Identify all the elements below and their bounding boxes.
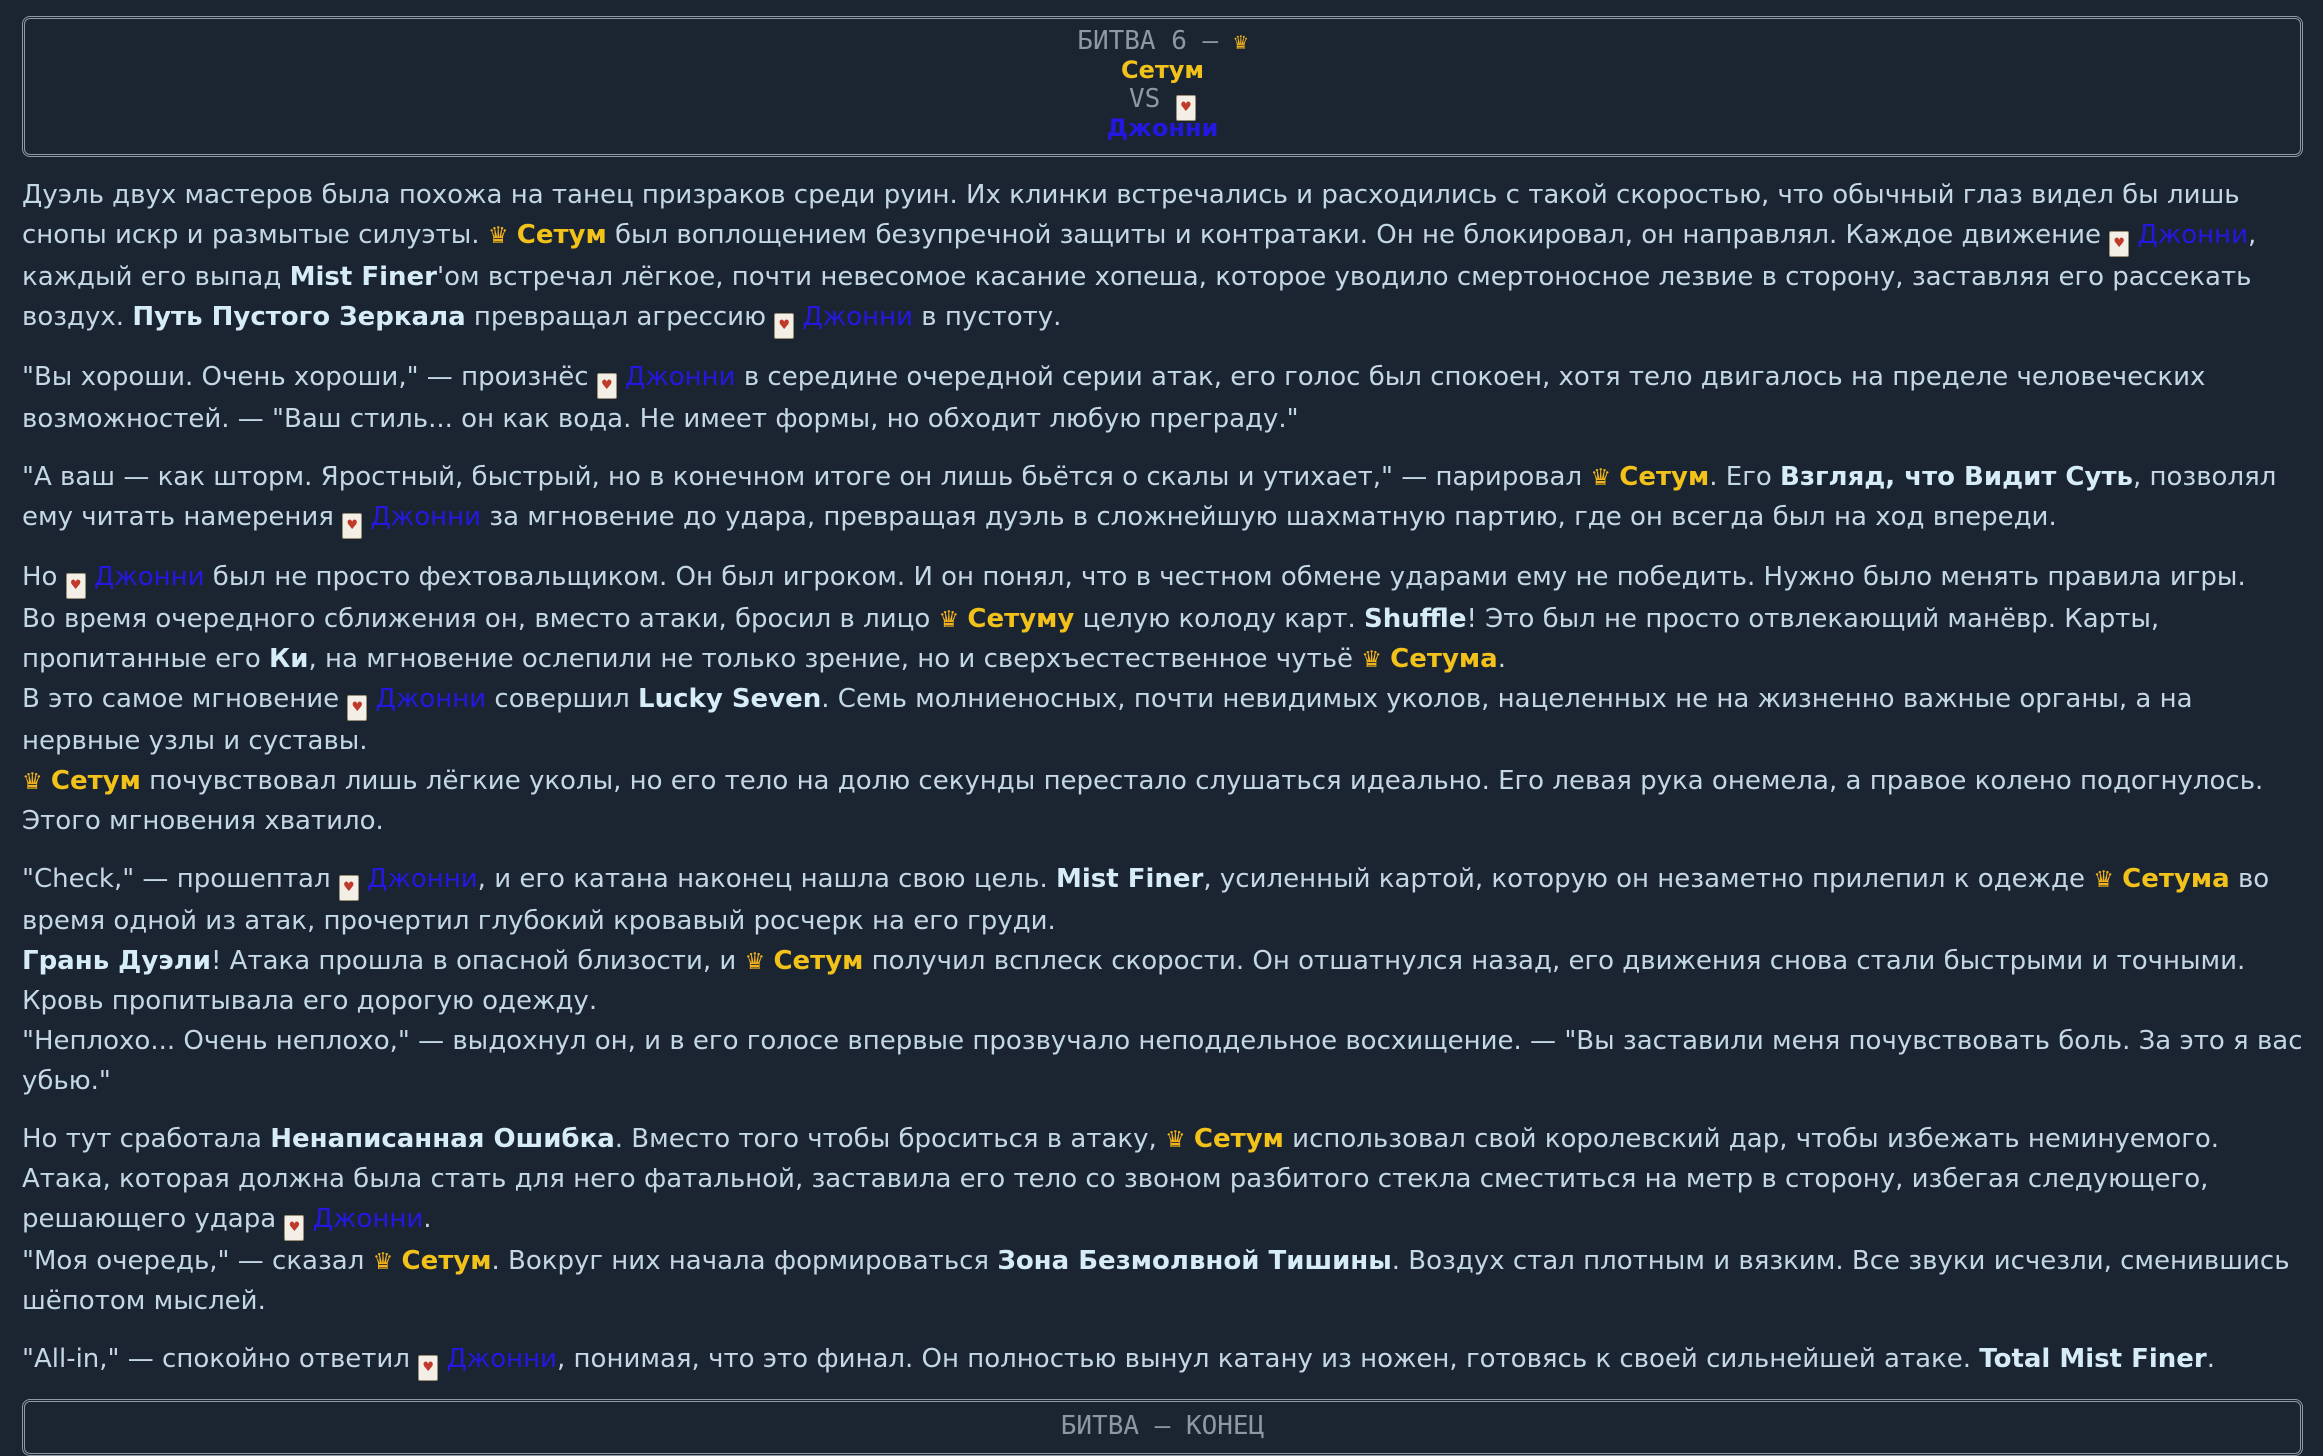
story-text: Но тут сработала <box>22 1124 271 1154</box>
story-text: , позволял ему читать намерения <box>22 462 2277 532</box>
battle-end-label: БИТВА – КОНЕЦ <box>1060 1411 1265 1441</box>
story-text: использовал свой королевский дар, чтобы избежать неминуемого. Атака, которая должна была стать для него фатальной, заставила его тело со звоном разбитого стекла сместиться на метр в сторону, избегая следующего, решающего удара <box>22 1124 2220 1234</box>
playing-card-icon: ♥ <box>774 313 794 339</box>
story-text: был воплощением безупречной защиты и контратаки. Он не блокировал, он направлял. Каждое движение <box>606 220 2110 250</box>
story-text: , и его катана наконец нашла свою цель. <box>477 864 1056 894</box>
story-text: в середине очередной серии атак, его голос был спокоен, хотя тело двигалось на пределе человеческих возможностей. — "Ваш стиль... он как вода. Не имеет формы, но обходит любую преграду." <box>22 362 2206 434</box>
playing-card-icon: ♥ <box>347 695 367 721</box>
story-text: "Моя очередь," — сказал <box>22 1246 373 1276</box>
story-text: превращал агрессию <box>465 302 775 332</box>
story-paragraph <box>22 457 2303 539</box>
playing-card-icon: ♥ <box>418 1355 438 1381</box>
character-name-setum: Сетум <box>50 766 141 796</box>
story-paragraph <box>22 557 2303 599</box>
character-name-johnny: Джонни <box>370 502 481 532</box>
story-text: был не просто фехтовальщиком. Он был игроком. И он понял, что в честном обмене ударами ему не победить. Нужно было менять правила игры. <box>204 562 2246 592</box>
story-text: 'ом встречал лёгкое, почти невесомое касание хопеша, которое уводило смертоносное лезвие в сторону, заставляя его рассекать воздух. <box>22 262 2252 332</box>
story-text: получил всплеск скорости. Он отшатнулся назад, его движения снова стали быстрыми и точными. Кровь пропитывала его дорогую одежду. <box>22 946 2246 1016</box>
playing-card-icon: ♥ <box>2109 231 2129 257</box>
character-name-setum: Сетум <box>401 1246 492 1276</box>
playing-card-icon: ♥ <box>342 513 362 539</box>
story-text: Во время очередного сближения он, вместо атаки, бросил в лицо <box>22 604 939 634</box>
character-name-johnny: Джонни <box>367 864 478 894</box>
story-text: ! Атака прошла в опасной близости, и <box>210 946 745 976</box>
playing-card-icon: ♥ <box>1176 95 1196 121</box>
crown-icon: ♛ <box>22 769 43 795</box>
crown-icon: ♛ <box>1361 647 1382 673</box>
story-paragraph <box>22 1119 2303 1241</box>
crown-icon: ♛ <box>1590 465 1611 491</box>
story-text: в пустоту. <box>913 302 1062 332</box>
highlighted-term: Ненаписанная Ошибка <box>270 1124 615 1154</box>
highlighted-term: Total Mist Finer <box>1979 1344 2207 1374</box>
story-paragraph <box>22 357 2303 439</box>
story-paragraph <box>22 859 2303 941</box>
crown-icon: ♛ <box>1233 29 1248 55</box>
story-text: В это самое мгновение <box>22 684 348 714</box>
highlighted-term: Lucky Seven <box>638 684 822 714</box>
story-paragraph <box>22 599 2303 679</box>
story-text: "All-in," — спокойно ответил <box>22 1344 419 1374</box>
story-text: . Воздух стал плотным и вязким. Все звуки исчезли, сменившись шёпотом мыслей. <box>22 1246 2290 1316</box>
highlighted-term: Зона Безмолвной Тишины <box>997 1246 1392 1276</box>
battle-story <box>22 175 2303 1381</box>
story-text: почувствовал лишь лёгкие уколы, но его тело на долю секунды перестало слушаться идеально. Его левая рука онемела, а правое колено подогнулось. Этого мгновения хватило. <box>22 766 2264 836</box>
fighter-2-name: Джонни <box>1106 114 1219 142</box>
story-paragraph <box>22 679 2303 761</box>
battle-log <box>22 16 2303 1456</box>
playing-card-icon: ♥ <box>66 573 86 599</box>
playing-card-icon: ♥ <box>339 875 359 901</box>
story-text: , каждый его выпад <box>22 220 2257 292</box>
story-text: "Check," — прошептал <box>22 864 339 894</box>
crown-icon: ♛ <box>938 607 960 633</box>
story-paragraph <box>22 761 2303 841</box>
character-name-johnny: Джонни <box>2137 220 2249 250</box>
character-name-setum: Сетум <box>516 220 607 250</box>
crown-icon: ♛ <box>372 1249 394 1275</box>
character-name-setum: Сетума <box>1390 644 1498 674</box>
story-text: . <box>2206 1344 2216 1374</box>
story-text: ! Это был не просто отвлекающий манёвр. Карты, пропитанные его <box>22 604 2160 674</box>
character-name-johnny: Джонни <box>625 362 736 392</box>
battle-header <box>22 16 2303 157</box>
story-text: . Вместо того чтобы броситься в атаку, <box>614 1124 1166 1154</box>
story-text: . Его <box>1709 462 1781 492</box>
character-name-setum: Сетум <box>773 946 864 976</box>
highlighted-term: Ки <box>269 644 309 674</box>
character-name-johnny: Джонни <box>802 302 914 332</box>
character-name-johnny: Джонни <box>446 1344 558 1374</box>
story-paragraph <box>22 1339 2303 1381</box>
story-text: , понимая, что это финал. Он полностью вынул катану из ножен, готовясь к своей сильнейшей атаке. <box>557 1344 1980 1374</box>
story-text: Дуэль двух мастеров была похожа на танец призраков среди руин. Их клинки встречались и расходились с такой скоростью, что обычный глаз видел бы лишь снопы искр и размытые силуэты. <box>22 180 2240 250</box>
story-text: совершил <box>486 684 639 714</box>
playing-card-icon: ♥ <box>284 1215 304 1241</box>
character-name-setum: Сетуму <box>967 604 1075 634</box>
crown-icon: ♛ <box>2093 867 2114 893</box>
story-text: , на мгновение ослепили не только зрение, но и сверхъестественное чутьё <box>308 644 1362 674</box>
crown-icon: ♛ <box>1165 1127 1186 1153</box>
character-name-johnny: Джонни <box>312 1204 424 1234</box>
character-name-setum: Сетум <box>1619 462 1710 492</box>
vs-label: VS <box>1129 84 1161 114</box>
highlighted-term: Путь Пустого Зеркала <box>132 302 466 332</box>
crown-icon: ♛ <box>487 223 509 249</box>
character-name-johnny: Джонни <box>94 562 205 592</box>
character-name-setum: Сетум <box>1193 1124 1284 1154</box>
character-name-setum: Сетума <box>2122 864 2230 894</box>
highlighted-term: Mist Finer <box>1055 864 1204 894</box>
story-text: "А ваш — как шторм. Яростный, быстрый, но в конечном итоге он лишь бьётся о скалы и утихает," — парировал <box>22 462 1591 492</box>
story-text: . <box>423 1204 432 1234</box>
story-text: , усиленный картой, которую он незаметно прилепил к одежде <box>1203 864 2094 894</box>
character-name-johnny: Джонни <box>375 684 487 714</box>
story-text: "Неплохо... Очень неплохо," — выдохнул он, и в его голосе впервые прозвучало неподдельное восхищение. — "Вы заставили меня почувствовать боль. За это я вас убью." <box>22 1026 2303 1096</box>
story-text: . <box>1497 644 1506 674</box>
story-text: целую колоду карт. <box>1074 604 1365 634</box>
story-text: во время одной из атак, прочертил глубокий кровавый росчерк на его груди. <box>22 864 2270 936</box>
story-paragraph <box>22 1241 2303 1321</box>
battle-title: БИТВА 6 – <box>1077 26 1219 56</box>
battle-footer <box>22 1399 2303 1456</box>
story-text: . Семь молниеносных, почти невидимых уколов, нацеленных не на жизненно важные органы, а на нервные узлы и суставы. <box>22 684 2193 756</box>
highlighted-term: Shuffle <box>1364 604 1467 634</box>
highlighted-term: Mist Finer <box>289 262 437 292</box>
crown-icon: ♛ <box>744 949 766 975</box>
highlighted-term: Грань Дуэли <box>22 946 211 976</box>
story-paragraph <box>22 175 2303 339</box>
story-paragraph <box>22 941 2303 1021</box>
story-text: Но <box>22 562 66 592</box>
story-text: "Вы хороши. Очень хороши," — произнёс <box>22 362 597 392</box>
playing-card-icon: ♥ <box>597 373 617 399</box>
story-text: . Вокруг них начала формироваться <box>491 1246 998 1276</box>
highlighted-term: Взгляд, что Видит Суть <box>1780 462 2133 492</box>
fighter-1-name: Сетум <box>1120 56 1205 84</box>
story-paragraph <box>22 1021 2303 1101</box>
story-text: за мгновение до удара, превращая дуэль в сложнейшую шахматную партию, где он всегда был на ход впереди. <box>481 502 2057 532</box>
